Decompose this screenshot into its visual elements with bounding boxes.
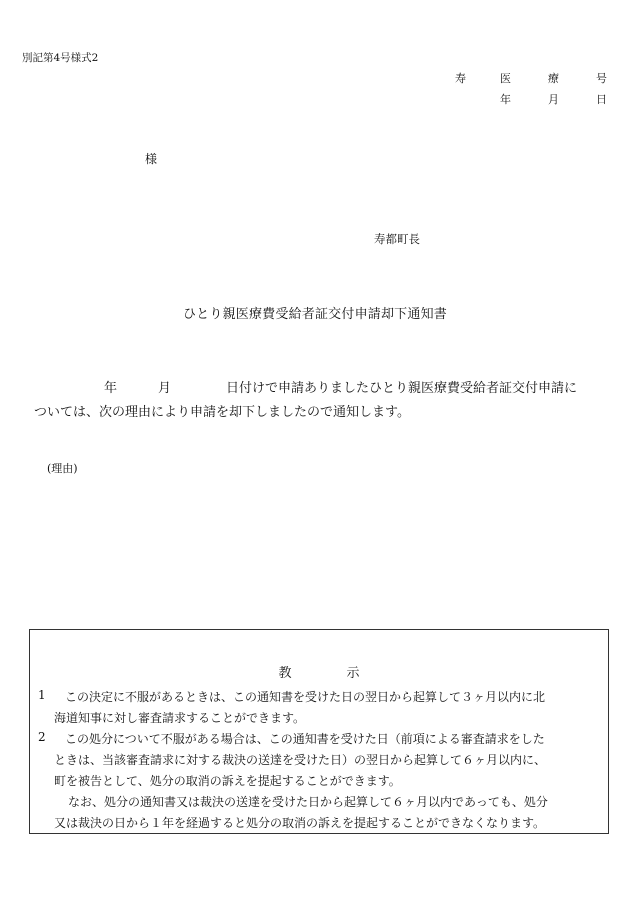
body-line-2: ついては、次の理由により申請を却下しましたので通知します。 <box>34 405 410 420</box>
document-title: ひとり親医療費受給者証交付申請却下通知書 <box>182 307 447 322</box>
document-number <box>0 70 630 86</box>
date-year: 年 <box>500 93 511 106</box>
note-line-2: 又は裁決の日から１年を経過すると処分の取消の訴えを提起することができなくなります。 <box>54 816 546 830</box>
instruction-title <box>30 662 608 681</box>
issue-date <box>0 91 630 107</box>
note-line-1: なお、処分の通知書又は裁決の送達を受けた日から起算して６ヶ月以内であっても、処分 <box>68 795 548 809</box>
instruction-title-char: 示 <box>346 666 360 681</box>
instruction-box <box>29 629 609 834</box>
reason-label: (理由) <box>47 462 78 475</box>
sender-name: 寿都町長 <box>374 232 420 246</box>
form-number: 別記第4号様式2 <box>22 52 99 64</box>
item-2-line-2: ときは、当該審査請求に対する裁決の送達を受けた日）の翌日から起算して６ヶ月以内に、 <box>54 753 547 767</box>
instruction-title-char: 教 <box>278 666 292 681</box>
item-1-number: 1 <box>38 688 46 702</box>
body-line-1-text: 日付けで申請ありましたひとり親医療費受給者証交付申請に <box>226 381 578 396</box>
date-day: 日 <box>596 93 607 106</box>
item-2-number: 2 <box>38 730 46 744</box>
doc-number-char: 医 <box>500 72 511 85</box>
addressee: 様 <box>145 152 158 166</box>
date-month: 月 <box>548 93 559 106</box>
body-year: 年 <box>104 381 118 396</box>
doc-number-char: 寿 <box>455 72 466 85</box>
item-2-line-3: 町を被告として、処分の取消の訴えを提起することができます。 <box>54 774 401 788</box>
body-month: 月 <box>158 381 172 396</box>
doc-number-char: 療 <box>548 72 559 85</box>
body-line-1 <box>0 377 630 395</box>
item-2-line-1: この処分について不服がある場合は、この通知書を受けた日（前項による審査請求をした <box>65 732 545 746</box>
item-1-line-2: 海道知事に対し審査請求することができます。 <box>54 711 306 725</box>
item-1-line-1: この決定に不服があるときは、この通知書を受けた日の翌日から起算して３ヶ月以内に北 <box>65 690 546 704</box>
doc-number-char: 号 <box>596 72 607 85</box>
